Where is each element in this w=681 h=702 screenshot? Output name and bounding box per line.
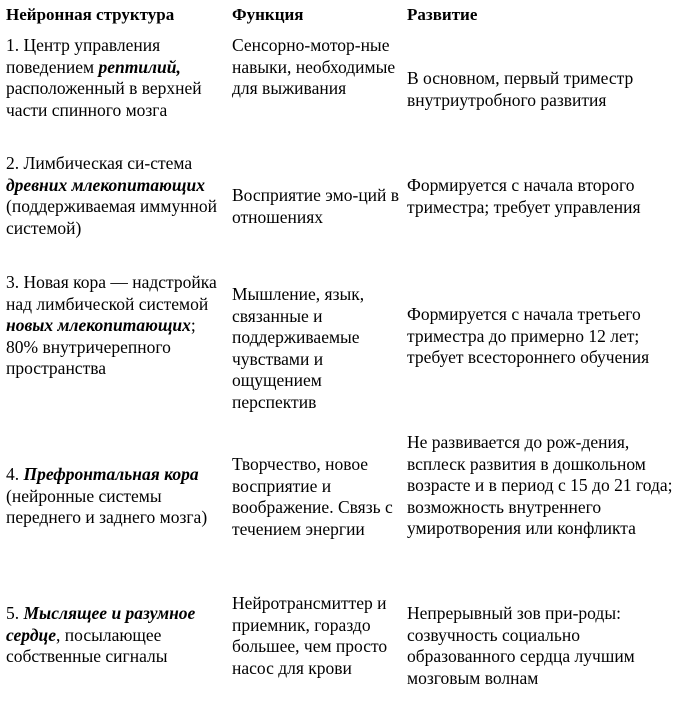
row1-development: В основном, первый триместр внутриутробного развития (407, 68, 634, 110)
row4-development: Не развивается до рож-дения, всплеск развития в дошкольном возрасте и в период с 15 до 21 года; возможность внутреннего умиротворения или конфликта (407, 432, 673, 538)
row2-structure-emphasis: древних млекопитающих (6, 174, 205, 195)
row3-structure-text: 3. Новая кора — надстройка над лимбической системой (6, 272, 217, 314)
row2-function: Восприятие эмо-ций в отношениях (232, 185, 400, 227)
row5-development: Непрерывный зов при-роды: созвучность социально образованного сердца лучшим мозговым волнам (407, 603, 635, 688)
row4-function: Творчество, новое восприятие и воображение. Связь с течением энергии (232, 454, 393, 539)
row4-structure (6, 464, 228, 529)
row2-structure (6, 153, 228, 239)
row3-structure-emphasis: новых млекопитающих (6, 315, 191, 335)
row4-structure-emphasis: Префронтальная кора (23, 464, 199, 484)
row1-structure-text: 1. Центр управления поведением (6, 35, 161, 77)
row1-function: Сенсорно-мотор-ные навыки, необходимые для выживания (232, 35, 396, 98)
row1-structure-emphasis: рептилий, (98, 56, 181, 77)
header-development: Развитие (407, 5, 478, 24)
header-structure: Нейронная структура (6, 5, 175, 24)
row1-structure (6, 35, 228, 121)
row3-structure (6, 272, 228, 380)
row2-development: Формируется с начала второго триместра; требует управления (407, 175, 641, 217)
row4-structure-text: 4. (6, 464, 24, 484)
row5-structure-emphasis: Мыслящее и разумное сердце (6, 603, 196, 645)
row5-structure (6, 603, 228, 668)
header-function: Функция (232, 5, 304, 24)
row3-function: Мышление, язык, связанные и поддерживаемые чувствами и ощущением перспектив (232, 284, 365, 412)
row1-structure-text-end: расположенный в верхней части спинного мозга (6, 78, 202, 120)
row5-function: Нейротрансмиттер и приемник, гораздо большее, чем просто насос для крови (232, 593, 388, 678)
row4-structure-text-end: (нейронные системы переднего и заднего мозга) (6, 485, 208, 527)
row3-structure-text-end: ; 80% внутричерепного пространства (6, 315, 196, 378)
row5-structure-text: 5. (6, 603, 24, 623)
row2-structure-text-end: (поддерживаемая иммунной системой) (6, 196, 218, 238)
row5-structure-text-end: , посылающее собственные сигналы (6, 624, 168, 666)
row2-structure-text: 2. Лимбическая си-стема (6, 153, 193, 173)
row3-development: Формируется с начала третьего триместра до примерно 12 лет; требует всестороннего обучения (407, 304, 650, 367)
